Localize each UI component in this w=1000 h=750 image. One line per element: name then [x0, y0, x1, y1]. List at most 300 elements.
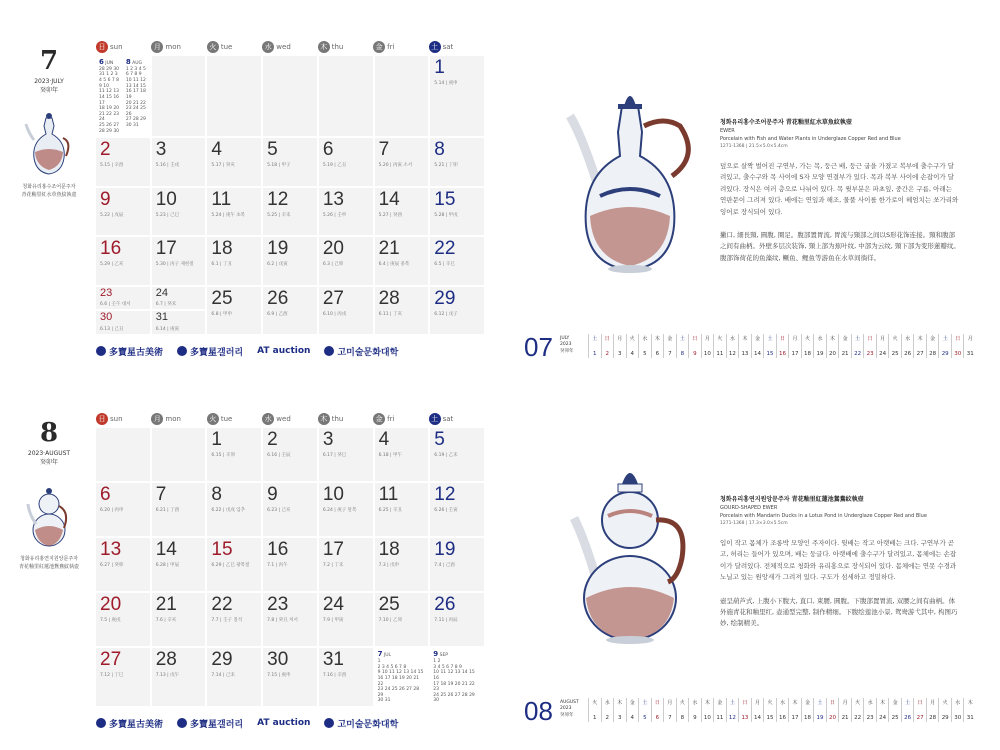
day-cell-split — [96, 287, 150, 334]
strip-day — [913, 334, 926, 358]
weekday-en: mon — [165, 415, 181, 423]
day-number: 27 — [100, 649, 122, 671]
strip-day — [813, 698, 826, 722]
weekday-en: tue — [220, 415, 233, 423]
sponsor-logo-text: AT auction — [257, 346, 311, 356]
day-cell — [207, 237, 261, 284]
day-cell — [263, 237, 317, 284]
day-number: 1 — [211, 429, 222, 450]
strip-day — [651, 334, 664, 358]
strip-weekday: 水 — [817, 336, 823, 342]
lunar-date: 6.15 | 辛卯 — [211, 452, 235, 458]
strip-weekday: 金 — [892, 700, 898, 706]
lunar-date: 7.3 | 戊申 — [378, 563, 400, 569]
day-cell — [375, 287, 429, 334]
weekday-en: fri — [387, 415, 395, 423]
strip-date: 18 — [804, 715, 812, 721]
logo-mark-icon — [324, 346, 334, 356]
strip-weekday: 日 — [955, 336, 961, 342]
strip-day — [638, 334, 651, 358]
strip-days — [588, 698, 976, 722]
strip-weekday: 火 — [592, 700, 598, 706]
day-cell — [375, 188, 429, 235]
lunar-date: 6.3 | 己卯 — [322, 262, 344, 268]
strip-weekday: 火 — [855, 700, 861, 706]
day-cell — [207, 593, 261, 646]
strip-day — [863, 698, 876, 722]
day-cell — [207, 56, 261, 136]
day-number: 20 — [322, 238, 344, 260]
day-cell — [263, 56, 317, 136]
strip-weekday: 土 — [855, 336, 861, 342]
strip-weekday: 火 — [805, 336, 811, 342]
day-cell — [207, 138, 261, 185]
day-cell — [152, 237, 206, 284]
strip-date: 1 — [593, 351, 597, 357]
day-grid — [96, 428, 484, 706]
strip-day — [776, 698, 789, 722]
strip-day — [613, 334, 626, 358]
month-strip — [524, 334, 976, 364]
day-number: 16 — [267, 539, 289, 561]
mini-calendar-row: 24 25 26 27 28 29 30 — [433, 692, 475, 704]
ewer-thumbnail — [26, 484, 72, 552]
strip-date: 6 — [655, 715, 660, 721]
weekday-circle: 金 — [373, 41, 385, 53]
strip-date: 10 — [703, 351, 711, 357]
strip-day — [788, 698, 801, 722]
lunar-date: 6.5 | 辛巳 — [434, 262, 455, 268]
strip-date: 14 — [753, 715, 761, 721]
day-cell — [319, 483, 373, 536]
lunar-date: 5.17 | 癸亥 — [211, 163, 235, 169]
day-cell — [430, 188, 484, 235]
strip-date: 3 — [618, 715, 622, 721]
logo-mark-icon — [324, 718, 334, 728]
artwork-description — [720, 117, 960, 264]
ganzhi-year: 癸卯年 — [39, 87, 58, 94]
sponsor-logos — [96, 714, 484, 732]
month-strip — [524, 698, 976, 728]
mini-calendar-header: 6 JUN — [99, 58, 114, 66]
strip-weekday: 木 — [880, 700, 886, 706]
mini-calendar-row: 6 7 8 9 10 11 12 — [125, 72, 146, 83]
day-number: 4 — [378, 429, 390, 450]
sponsor-logo — [177, 717, 243, 730]
caption-zh: 青花釉里紅蓮池鴛鴦紋執壺 — [18, 563, 79, 570]
day-number: 13 — [322, 188, 344, 210]
strip-date: 21 — [841, 351, 849, 357]
strip-weekday: 土 — [767, 336, 773, 342]
strip-date: 9 — [693, 351, 697, 357]
strip-month-name: JULY — [560, 336, 570, 341]
strip-weekday: 水 — [867, 700, 873, 706]
strip-day — [826, 698, 839, 722]
lunar-date: 6.2 | 戊寅 — [267, 262, 288, 268]
day-number: 23 — [267, 594, 289, 616]
strip-weekday: 火 — [629, 336, 635, 342]
artwork-panel-july — [500, 0, 1000, 372]
lunar-date: 5.18 | 甲子 — [267, 163, 291, 169]
day-half — [152, 311, 206, 334]
strip-days — [588, 334, 976, 358]
day-cell — [430, 287, 484, 334]
artwork-type: EWER — [720, 128, 735, 134]
strip-date: 27 — [916, 351, 924, 357]
day-cell — [319, 648, 373, 706]
strip-day — [738, 698, 751, 722]
lunar-date: 5.20 | 丙寅 소서 — [378, 163, 413, 169]
strip-weekday: 火 — [942, 700, 948, 706]
day-number: 18 — [211, 238, 233, 260]
strip-weekday: 月 — [967, 336, 973, 342]
strip-weekday: 金 — [805, 700, 811, 706]
strip-day — [863, 334, 876, 358]
weekday-header-cell — [96, 412, 151, 426]
weekday-header — [96, 40, 484, 54]
strip-weekday: 火 — [767, 700, 773, 706]
strip-date: 9 — [693, 715, 697, 721]
strip-day — [588, 334, 601, 358]
day-cell — [319, 237, 373, 284]
day-cell — [96, 188, 150, 235]
strip-date: 7 — [668, 351, 672, 357]
strip-weekday: 土 — [642, 700, 648, 706]
day-number: 5 — [267, 139, 278, 161]
lunar-date: 6.13 | 己丑 — [100, 326, 124, 332]
mini-month-number: 9 — [433, 650, 439, 659]
weekday-en: wed — [276, 43, 291, 51]
mini-calendar-row: 9 10 11 12 13 14 15 — [377, 670, 424, 676]
day-number: 21 — [378, 238, 400, 260]
day-number: 28 — [378, 287, 400, 309]
strip-date: 12 — [728, 715, 736, 721]
strip-day — [651, 698, 664, 722]
day-cell — [96, 648, 150, 706]
lunar-date: 5.27 | 癸酉 — [378, 212, 402, 218]
day-number: 15 — [211, 539, 233, 561]
strip-day — [851, 698, 864, 722]
weekday-en: mon — [165, 43, 181, 51]
strip-day — [763, 334, 776, 358]
logo-mark-icon — [96, 346, 106, 356]
strip-weekday: 木 — [967, 700, 973, 706]
lunar-date: 5.24 | 庚午 초복 — [211, 212, 245, 218]
strip-date: 13 — [741, 715, 749, 721]
strip-date: 23 — [866, 351, 874, 357]
artwork-text-ko: 덮으로 살짝 벌어진 구연부, 가는 목, 둥근 배, 둥근 굽을 가졌고 복부에 출수구가 달려있고, 출수구와 목 사이에 S자 모양 연결부가 있다. 목과 복부 사이에 손잡이가 달려있다. 장식은 여러 층으로 나뉘어 있다. 목 윗부분은 파초잎, 중간은 구름, 아래는 연판문이 그려져 있다. 배에는 연잎과 해조, 물풀 사이를 한가로이 헤엄치는 쏘가리와 잉어로 장식되어 있다. — [720, 162, 959, 216]
strip-weekday: 水 — [955, 700, 961, 706]
day-number: 24 — [322, 594, 344, 616]
weekday-circle: 金 — [373, 413, 385, 425]
strip-weekday: 金 — [717, 700, 723, 706]
lunar-date: 6.18 | 甲午 — [378, 452, 402, 458]
lunar-date: 5.14 | 庚申 — [434, 80, 458, 86]
mini-calendar-row: 25 26 27 28 29 30 — [99, 123, 120, 134]
strip-weekday: 日 — [692, 336, 698, 342]
strip-weekday: 日 — [830, 700, 836, 706]
strip-weekday: 木 — [917, 336, 923, 342]
strip-day — [801, 698, 814, 722]
strip-weekday: 土 — [729, 700, 735, 706]
mini-calendar-row: 3 4 5 6 7 8 9 — [433, 664, 462, 670]
mini-calendar — [430, 648, 484, 706]
day-half — [96, 311, 150, 334]
strip-day — [701, 334, 714, 358]
sponsor-logo-text: AT auction — [257, 718, 311, 728]
weekday-header-cell — [429, 40, 484, 54]
strip-day — [901, 698, 914, 722]
strip-weekday: 金 — [842, 336, 848, 342]
strip-day — [801, 334, 814, 358]
mini-calendar-row: 18 19 20 21 22 23 24 — [99, 106, 120, 123]
lunar-date: 7.14 | 己未 — [211, 673, 235, 679]
day-cell — [96, 428, 150, 481]
day-number: 19 — [434, 539, 456, 561]
day-cell — [207, 287, 261, 334]
weekday-circle: 土 — [429, 413, 441, 425]
logo-mark-icon — [177, 346, 187, 356]
day-number: 16 — [100, 238, 122, 260]
day-cell-mini — [96, 56, 150, 136]
day-cell — [96, 237, 150, 284]
mini-month-number: 7 — [377, 650, 383, 659]
strip-year: 2023 — [560, 706, 572, 712]
weekday-header-cell — [318, 40, 373, 54]
lunar-date: 7.12 | 丁巳 — [100, 673, 124, 679]
day-number: 14 — [155, 539, 177, 561]
day-number: 1 — [434, 57, 445, 78]
strip-day — [601, 698, 614, 722]
strip-date: 26 — [904, 715, 912, 721]
weekday-header — [96, 412, 484, 426]
strip-weekday: 日 — [779, 336, 785, 342]
strip-weekday: 日 — [604, 336, 610, 342]
strip-weekday: 土 — [942, 336, 948, 342]
lunar-date: 6.21 | 丁酉 — [155, 508, 180, 513]
weekday-en: thu — [331, 43, 344, 51]
year-month-label: 2023·JULY — [34, 78, 64, 85]
day-number: 11 — [378, 484, 399, 506]
strip-date: 8 — [680, 715, 685, 721]
day-number: 21 — [155, 594, 177, 616]
strip-weekday: 木 — [704, 700, 710, 706]
weekday-header-cell — [318, 412, 373, 426]
strip-day — [701, 698, 714, 722]
strip-day — [763, 698, 776, 722]
day-number: 5 — [434, 429, 445, 450]
day-number: 24 — [155, 286, 168, 299]
artwork-date-size: 1271-1368 | 21.5×5.0×5.4cm — [720, 144, 788, 149]
mini-calendar-row: 1 2 — [433, 659, 441, 664]
strip-date: 25 — [891, 715, 899, 721]
day-cell — [319, 428, 373, 481]
strip-day — [951, 698, 964, 722]
lunar-date: 6.27 | 癸卯 — [100, 563, 124, 569]
lunar-date: 7.8 | 癸丑 처서 — [267, 618, 298, 624]
day-cell — [375, 138, 429, 185]
lunar-date: 7.9 | 甲寅 — [322, 618, 344, 624]
sponsor-logo — [177, 345, 243, 358]
day-number: 31 — [155, 311, 168, 324]
mini-calendar-row: 30 31 — [377, 698, 391, 704]
strip-day — [876, 698, 889, 722]
strip-day — [663, 698, 676, 722]
mini-calendar-row: 1 — [377, 659, 381, 664]
strip-day — [626, 698, 639, 722]
artwork-subtitle: Porcelain with Fish and Water Plants in Underglaze Copper Red and Blue — [720, 136, 901, 142]
day-cell — [152, 56, 206, 136]
day-number: 20 — [100, 594, 122, 616]
strip-weekday: 水 — [604, 700, 610, 706]
strip-date: 12 — [728, 351, 736, 357]
strip-weekday: 火 — [679, 700, 685, 706]
day-number: 9 — [100, 188, 111, 210]
strip-date: 13 — [741, 351, 749, 357]
mini-calendar-row: 17 18 19 20 21 22 23 — [433, 681, 475, 693]
day-cell — [152, 593, 206, 646]
strip-weekday: 月 — [617, 336, 623, 342]
day-cell — [375, 538, 429, 591]
strip-weekday: 日 — [867, 336, 873, 342]
lunar-date: 6.12 | 戊子 — [434, 311, 458, 317]
strip-weekday: 木 — [742, 336, 748, 342]
lunar-date: 7.1 | 丙午 — [267, 563, 288, 569]
artwork-panel-august — [500, 372, 1000, 744]
day-cell — [207, 648, 261, 706]
strip-day — [826, 334, 839, 358]
day-number: 8 — [434, 139, 445, 161]
lunar-date: 7.2 | 丁未 — [322, 563, 344, 569]
sponsor-logo — [257, 718, 310, 728]
sponsor-logo-text: 多寶星갤러리 — [190, 347, 244, 358]
day-number: 25 — [211, 287, 233, 309]
mini-calendar-row: 11 12 13 14 15 16 17 — [99, 89, 120, 106]
day-cell — [263, 287, 317, 334]
strip-date: 24 — [879, 351, 887, 357]
lunar-date: 7.16 | 辛酉 — [322, 673, 347, 679]
mini-calendar-header: 8 AUG — [125, 58, 143, 66]
strip-weekday: 土 — [679, 336, 685, 342]
strip-day — [626, 334, 639, 358]
day-cell — [263, 428, 317, 481]
strip-weekday: 土 — [905, 700, 911, 706]
day-number: 17 — [322, 539, 344, 561]
calendar-august — [0, 372, 490, 744]
lunar-date: 5.26 | 壬申 — [322, 212, 347, 218]
weekday-circle: 木 — [318, 413, 330, 425]
day-number: 11 — [211, 188, 232, 210]
strip-day — [813, 334, 826, 358]
strip-date: 7 — [668, 715, 672, 721]
mini-calendar-row: 4 5 6 7 8 9 10 — [99, 78, 120, 89]
day-number: 26 — [434, 594, 456, 616]
day-cell — [375, 428, 429, 481]
weekday-en: sat — [442, 415, 454, 423]
day-cell-mini — [430, 648, 484, 706]
day-number: 10 — [155, 188, 177, 210]
strip-date: 22 — [854, 715, 862, 721]
day-cell-mini — [375, 648, 429, 706]
sponsor-logo-text: 고미술문화대학 — [337, 719, 399, 730]
lunar-date: 7.5 | 庚戌 — [100, 618, 121, 624]
weekday-en: sun — [110, 415, 123, 423]
strip-date: 30 — [954, 351, 962, 357]
lunar-date: 5.25 | 辛未 — [267, 212, 291, 218]
artwork-title: 청화유리홍연지원앙문주자 青花釉里紅蓮池鴛鴦紋執壺 — [720, 496, 864, 503]
strip-date: 15 — [766, 351, 774, 357]
day-number: 6 — [322, 139, 334, 161]
strip-date: 26 — [904, 351, 912, 357]
mini-month-number: 8 — [125, 58, 131, 66]
weekday-header-cell — [262, 40, 317, 54]
lunar-date: 6.17 | 癸巳 — [322, 452, 347, 458]
strip-date: 8 — [680, 351, 685, 357]
strip-weekday: 金 — [629, 700, 635, 706]
strip-day — [938, 698, 951, 722]
strip-date: 5 — [643, 715, 647, 721]
lunar-date: 6.25 | 辛丑 — [378, 508, 402, 513]
weekday-circle: 水 — [262, 41, 274, 53]
day-cell — [319, 538, 373, 591]
lunar-date: 5.15 | 辛酉 — [100, 163, 124, 169]
day-number: 14 — [378, 188, 400, 210]
day-cell — [430, 56, 484, 136]
day-cell — [96, 483, 150, 536]
weekday-circle: 土 — [429, 41, 441, 53]
artwork-text-zh: 撇口, 細長頸, 圓腹, 圈足。腹部置胃流, 胃流与頸部之间以S形花饰连接。頸和腹部之间有曲柄。外壁多层次装饰, 頸上部为蕉叶纹, 中部为云纹, 頸下部为变形蓮瓣纹。腹部饰荷花的鱼藻纹, 鳜鱼、鲤鱼等游鱼在水草间徜徉。 — [720, 230, 960, 262]
strip-weekday: 月 — [930, 700, 936, 706]
day-cell — [152, 538, 206, 591]
day-cell — [207, 483, 261, 536]
strip-weekday: 火 — [892, 336, 898, 342]
day-cell — [430, 138, 484, 185]
strip-weekday: 木 — [792, 700, 798, 706]
weekday-header-cell — [151, 40, 206, 54]
day-cell — [319, 593, 373, 646]
strip-weekday: 日 — [654, 700, 660, 706]
sponsor-logo — [96, 717, 163, 730]
artwork-subtitle: Porcelain with Mandarin Ducks in a Lotus Pond in Underglaze Copper Red and Blue — [720, 513, 927, 519]
strip-day — [963, 334, 976, 358]
weekday-en: sun — [110, 43, 123, 51]
weekday-circle: 木 — [318, 41, 330, 53]
day-cell — [263, 648, 317, 706]
day-number: 3 — [322, 429, 334, 450]
day-number: 28 — [155, 649, 177, 671]
lunar-date: 6.7 | 癸未 — [155, 302, 177, 308]
day-cell — [96, 593, 150, 646]
lunar-date: 6.19 | 乙未 — [434, 452, 458, 458]
lunar-date: 7.7 | 壬子 칠석 — [211, 618, 243, 624]
lunar-date: 7.10 | 乙卯 — [378, 618, 402, 624]
weekday-header-cell — [262, 412, 317, 426]
strip-day — [713, 698, 726, 722]
artwork-date-size: 1271-1368 | 17.3×3.0×5.5cm — [720, 521, 788, 526]
lunar-date: 6.10 | 丙戌 — [322, 311, 347, 317]
lunar-date: 5.30 | 丙子 제헌절 — [155, 262, 194, 268]
strip-weekday: 金 — [930, 336, 936, 342]
strip-date: 20 — [829, 715, 837, 721]
day-cell — [96, 538, 150, 591]
weekday-circle: 日 — [96, 41, 108, 53]
day-number: 7 — [155, 484, 167, 506]
day-number: 19 — [267, 238, 289, 260]
strip-weekday: 月 — [842, 700, 848, 706]
strip-day — [601, 334, 614, 358]
lunar-date: 6.22 | 戊戌 입추 — [211, 508, 245, 513]
day-number: 10 — [322, 484, 344, 506]
